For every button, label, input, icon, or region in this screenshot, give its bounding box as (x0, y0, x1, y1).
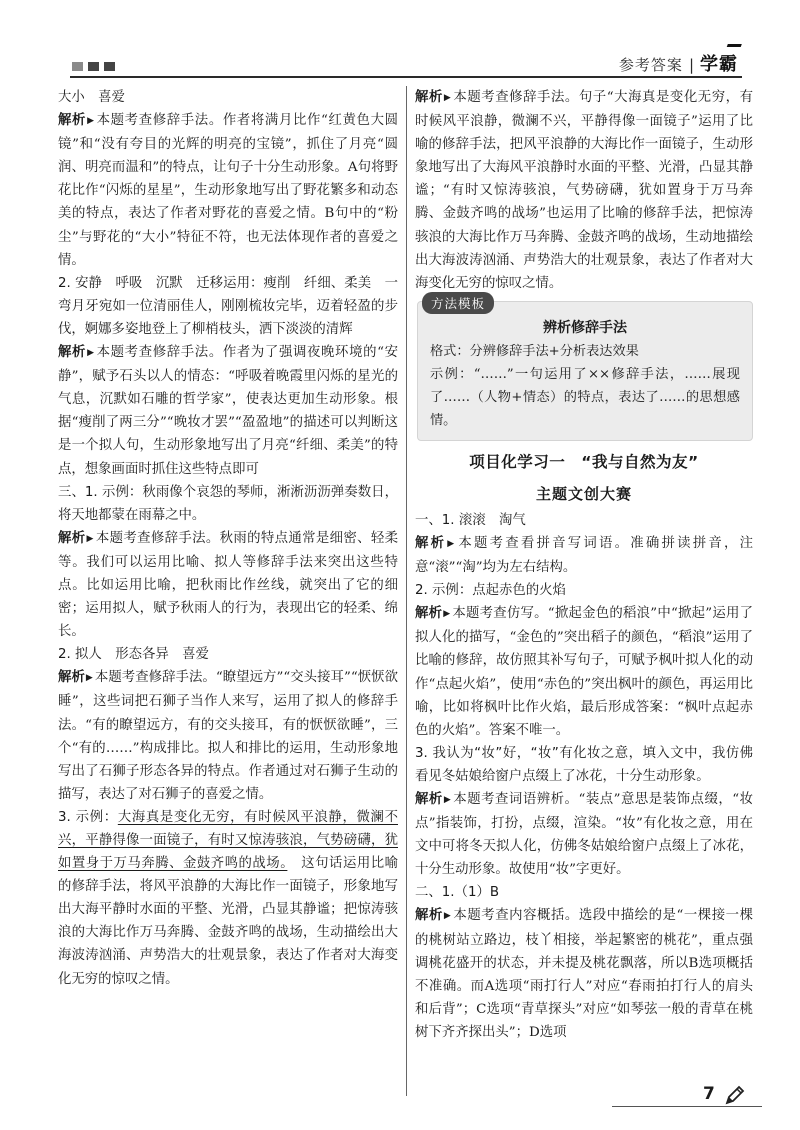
left-column (58, 86, 398, 991)
column-divider (406, 86, 407, 1096)
answer-paragraph: 三、1. 示例：秋雨像个哀怨的琴师，淅淅沥沥弹奏数日，将天地都蒙在雨幕之中。 (58, 484, 398, 523)
analysis-paragraph (415, 788, 753, 881)
answer-paragraph (58, 806, 398, 991)
analysis-tag: 解析 (58, 530, 86, 546)
triangle-marker-icon: ▶ (86, 533, 94, 544)
analysis-text: 本题考查修辞手法。秋雨的特点通常是细密、轻柔等。我们可以运用比喻、拟人等修辞手法来突出这些特点。比如运用比喻，把秋雨比作丝线，就突出了它的细密；运用拟人，赋予秋雨人的行为，表现出它的轻柔、绵长。 (58, 530, 399, 640)
triangle-marker-icon: ▶ (447, 538, 457, 549)
analysis-tag: 解析 (415, 90, 443, 105)
method-template-box (417, 295, 753, 441)
analysis-paragraph (415, 86, 753, 295)
method-title: 辨析修辞手法 (543, 319, 627, 336)
analysis-paragraph (58, 341, 398, 481)
answer-paragraph: 一、1. 滚滚 淘气 (415, 512, 526, 528)
analysis-text: 本题考查内容概括。选段中描绘的是“一棵接一棵的桃树站立路边，枝丫相接，举起繁密的桃花”，重点强调桃花盛开的状态，并未提及桃花飘落，所以B选项概括不准确。而A选项“雨打行人”对应“春雨拍打行人的肩头和后背”；C选项“青草探头”对应“如琴弦一般的青草在桃树下齐齐探出头”；D选项 (415, 908, 754, 1040)
analysis-text: 本题考查修辞手法。句子“大海真是变化无穷，有时候风平浪静，微澜不兴，平静得像一面镜子”运用了比喻的修辞手法，把风平浪静的大海比作一面镜子，生动形象地写出了大海风平浪静时水面的平整、光滑，凸显其静谧；“有时又惊涛骇浪，气势磅礴，犹如置身于万马奔腾、金鼓齐鸣的战场”也运用了比喻的修辞手法，把惊涛骇浪的大海比作万马奔腾、金鼓齐鸣的战场，生动地描绘出大海波涛汹涌、声势浩大的壮观景象，表达了作者对大海变化无穷的惊叹之情。 (415, 90, 754, 291)
analysis-tag: 解析 (415, 535, 447, 551)
footer-rule (612, 1106, 762, 1107)
analysis-paragraph (58, 666, 398, 806)
analysis-paragraph (58, 109, 398, 272)
method-line-format: 格式：分辨修辞手法+分析表达效果 (430, 343, 639, 359)
triangle-marker-icon: ▶ (87, 348, 95, 359)
answer-paragraph: 二、1.（1）B (415, 885, 500, 901)
analysis-text: 本题考查修辞手法。作者将满月比作“红黄色大圆镜”和“没有夸目的光辉的明亮的宝镜”，抓住了月亮“圆润、明亮而温和”的特点，让句子十分生动形象。A句将野花比作“闪烁的星星”，生动形象地写出了野花繁多和动态美的特点，表达了作者对野花的喜爱之情。B句中的“粉尘”与野花的“大小”特征不符，也无法体现作者的喜爱之情。 (58, 113, 399, 268)
header-squares-decoration (72, 62, 115, 71)
answer-paragraph: 2. 示例：点起赤色的火焰 (415, 583, 566, 599)
triangle-marker-icon: ▶ (443, 794, 452, 805)
method-line-example: 示例：“……”一句运用了××修辞手法，……展现了……（人物+情态）的特点，表达了……的思想感情。 (430, 366, 740, 428)
answer-paragraph: 2. 拟人 形态各异 喜爱 (58, 647, 209, 663)
analysis-text: 本题考查词语辨析。“装点”意思是装饰点缀，“妆点”指装饰，打扮，点缀，渲染。“妆”有化妆之意，用在文中可将冬天拟人化，仿佛冬姑娘给窗户点缀上了冰花，十分生动形象。故使用“妆”字更好。 (415, 791, 754, 878)
analysis-tag: 解析 (58, 113, 87, 129)
answer-suffix: 这句话运用比喻的修辞手法，将风平浪静的大海比作一面镜子，形象地写出大海平静时水面的平整、光滑，凸显其静谧；把惊涛骇浪的大海比作万马奔腾、金鼓齐鸣的战场，生动描绘出大海波涛汹涌、声势浩大的壮观景象，表达了作者对大海变化无穷的惊叹之情。 (58, 856, 398, 987)
triangle-marker-icon: ▶ (87, 116, 95, 127)
answer-paragraph: 大小 喜爱 (58, 90, 125, 105)
pencil-icon (724, 1084, 746, 1106)
analysis-paragraph (415, 532, 753, 579)
header-rule (70, 76, 742, 78)
analysis-paragraph (415, 602, 753, 742)
brand-logo: 学霸 (700, 54, 738, 75)
answer-prefix: 3. 示例： (58, 809, 118, 825)
analysis-text: 本题考查修辞手法。“瞭望远方”“交头接耳”“恹恹欲睡”，这些词把石狮子当作人来写，运用了拟人的修辞手法。“有的瞭望远方，有的交头接耳，有的恹恹欲睡”，三个“有的……”构成排比。拟人和排比的运用，生动形象地写出了石狮子形态各异的特点。作者通过对石狮子生动的描写，表达了对石狮子的喜爱之情。 (58, 670, 399, 802)
triangle-marker-icon: ▶ (443, 93, 452, 103)
project-title: 项目化学习一 “我与自然为友” (469, 452, 699, 471)
analysis-tag: 解析 (415, 606, 443, 622)
analysis-text: 本题考查看拼音写词语。准确拼读拼音，注意“滚”“淘”均为左右结构。 (415, 535, 754, 576)
right-column (415, 86, 753, 1044)
analysis-text: 本题考查修辞手法。作者为了强调夜晚环境的“安静”，赋予石头以人的情态：“呼吸着晚霞里闪烁的星光的气息，沉默如石雕的哲学家”，使表达更加生动形象。根据“瘦削了两三分”“晚妆才罢”“盈盈地”的描述可以判断这是一个拟人句，生动形象地写出了月亮“纤细、柔美”的特点，想象画面时抓住这些特点即可 (58, 345, 399, 477)
page-number: 7 (703, 1084, 715, 1104)
answer-paragraph: 3. 我认为“妆”好，“妆”有化妆之意，填入文中，我仿佛看见冬姑娘给窗户点缀上了冰花，十分生动形象。 (415, 745, 753, 784)
analysis-text: 本题考查仿写。“掀起金色的稻浪”中“掀起”运用了拟人化的描写，“金色的”突出稻子的颜色，“稻浪”运用了比喻的修辞，故仿照其补写句子，可赋予枫叶拟人化的动作“点起火焰”，使用“赤色的”突出枫叶的颜色，再运用比喻，比如将枫叶比作火焰，最后形成答案：“枫叶点起赤色的火焰”。答案不唯一。 (415, 606, 753, 738)
analysis-paragraph (58, 527, 398, 643)
brand-cap-icon (724, 44, 742, 54)
right-column-top (415, 86, 753, 295)
analysis-tag: 解析 (58, 345, 87, 361)
header-title (619, 50, 738, 76)
analysis-tag: 解析 (415, 908, 443, 924)
right-column-bottom (415, 509, 753, 1044)
project-subtitle: 主题文创大赛 (535, 484, 632, 503)
answer-underlined-text: 大海真是变化无穷，有时候风平浪静，微澜不兴，平静得像一面镜子，有时又惊涛骇浪，气势磅礴，犹如置身于万马奔腾、金鼓齐鸣的战场。 (58, 809, 398, 872)
analysis-tag: 解析 (58, 670, 85, 686)
header-separator: | (688, 56, 694, 74)
answer-paragraph: 2. 安静 呼吸 沉默 迁移运用：瘦削 纤细、柔美 一弯月牙宛如一位清丽佳人，刚刚梳妆完毕，迈着轻盈的步伐，婀娜多姿地登上了柳梢枝头，洒下淡淡的清辉 (58, 275, 398, 337)
triangle-marker-icon: ▶ (443, 911, 452, 922)
analysis-paragraph (415, 904, 753, 1044)
page-header (0, 0, 800, 78)
triangle-marker-icon: ▶ (85, 673, 93, 684)
analysis-tag: 解析 (415, 791, 443, 807)
triangle-marker-icon: ▶ (443, 609, 451, 620)
method-badge: 方法模板 (422, 292, 494, 314)
header-section-label: 参考答案 (618, 56, 683, 74)
